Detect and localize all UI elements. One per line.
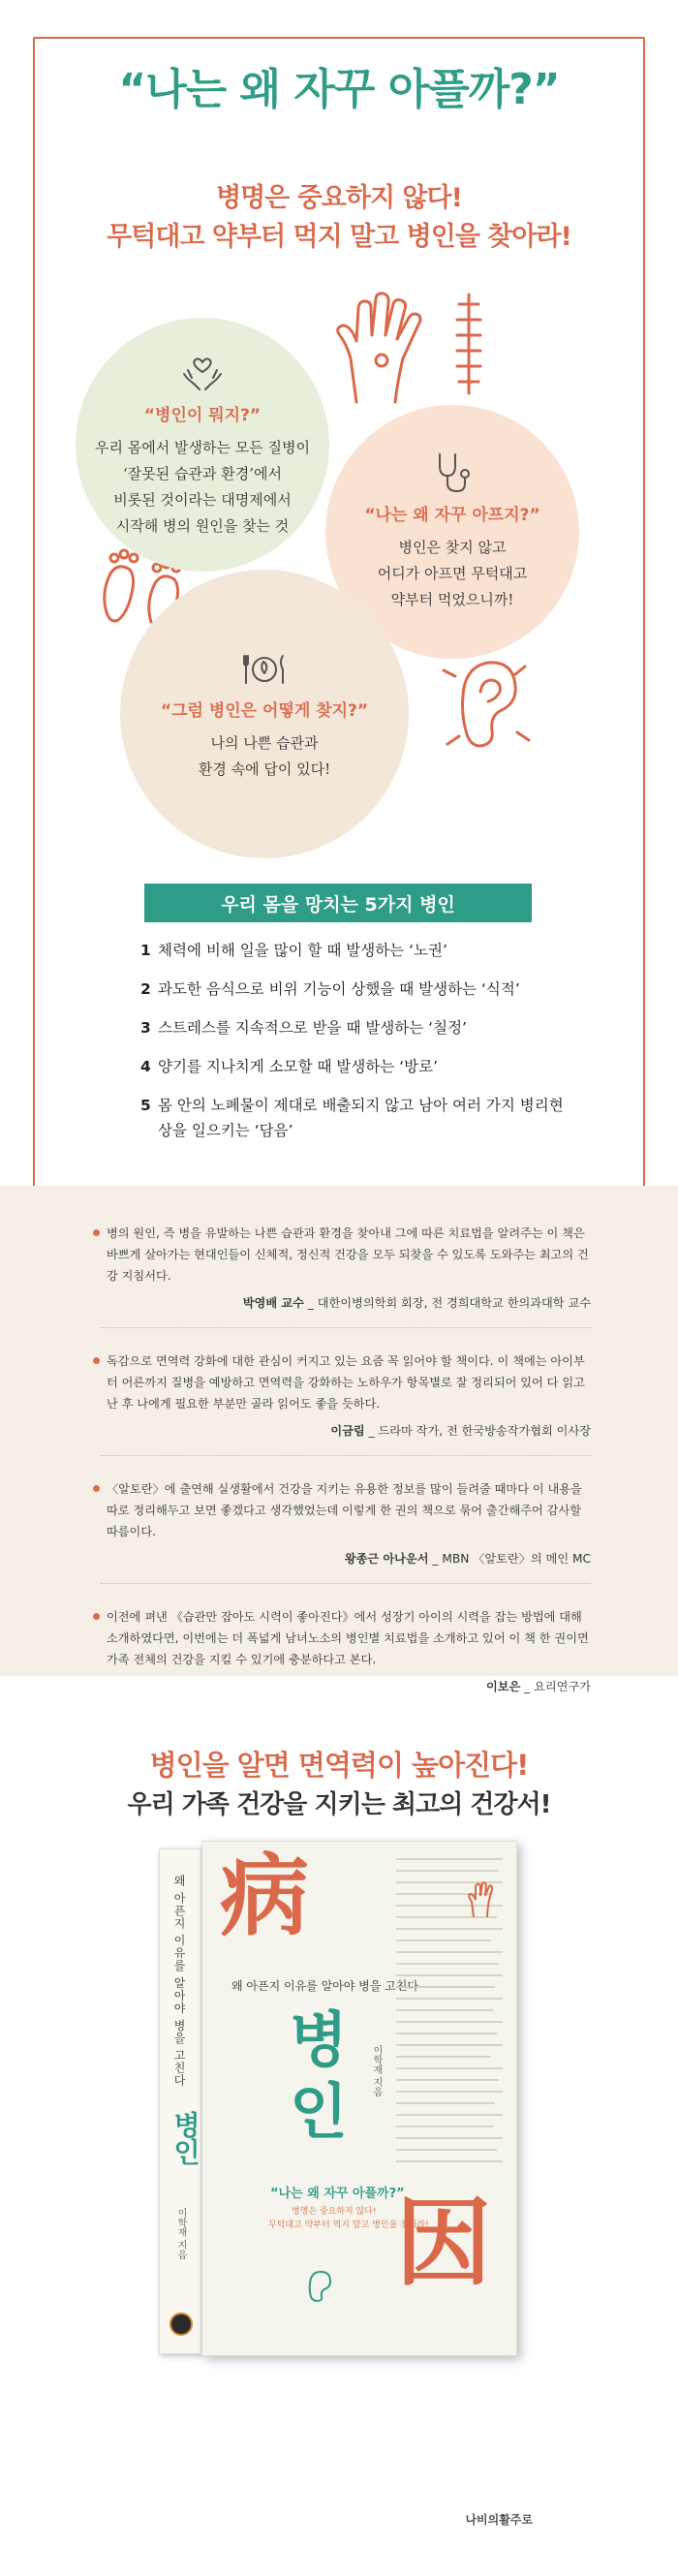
- open-hand-icon: [327, 291, 434, 407]
- cover-quote-sub-1: 병명은 중요하지 않다!: [292, 2207, 377, 2217]
- publisher-logo-icon: [170, 2312, 193, 2336]
- info-circle-what-is-byeongin: [76, 318, 329, 572]
- review-body: 〈알토란〉에 출연해 실생활에서 건강을 지키는 유용한 정보를 많이 들려줄 때마다 이 내용을 따로 정리해두고 보면 좋겠다고 생각했었는데 이렇게 한 권의 책으로 묶어 출간해주어 감사할 따름이다.: [107, 1482, 582, 1538]
- slogan-2: 우리 가족 건강을 지키는 최고의 건강서!: [127, 1790, 551, 1819]
- circle-line: 나의 나쁜 습관과: [210, 733, 319, 752]
- headline: “나는 왜 자꾸 아플까?”: [118, 65, 560, 114]
- circle-line: 환경 속에 답이 있다!: [198, 760, 331, 778]
- spine-icon: [449, 291, 488, 397]
- circle-line: ‘잘못된 습관과 환경’에서: [123, 464, 282, 482]
- subheadline-2: 무턱대고 약부터 먹지 말고 병인을 찾아라!: [107, 222, 571, 252]
- spine-subtitle: 왜 아픈지 이유를 알아야 병을 고친다: [172, 1875, 186, 2088]
- cover-title-2: 인: [290, 2076, 348, 2147]
- reviewer-role: _ MBN 〈알토란〉의 메인 MC: [428, 1552, 591, 1566]
- circle-line: 약부터 먹었으니까!: [390, 591, 514, 608]
- review-signature: [107, 1422, 591, 1439]
- item-number: 4: [140, 1058, 151, 1075]
- review-body: 독감으로 면역력 강화에 대한 관심이 커지고 있는 요즘 꼭 읽어야 할 책이다. 이 책에는 아이부터 어른까지 질병을 예방하고 면역력을 강화하는 노하우가 항목별로 잘 정리되어 있어 다 읽고 난 후 나에게 필요한 부분만 골라 읽어도 좋을 듯하다.: [107, 1354, 585, 1411]
- review-signature: [107, 1550, 591, 1567]
- item-number: 2: [140, 980, 151, 998]
- circle-line: 비롯된 것이라는 대명제에서: [113, 490, 292, 509]
- publisher-name: 나비의활주로: [465, 2513, 533, 2527]
- reviewer-role: _ 대한이병의학회 회장, 전 경희대학교 한의과대학 교수: [303, 1296, 591, 1310]
- review-signature: [107, 1678, 591, 1694]
- circle-line: 병인은 찾지 않고: [398, 539, 507, 556]
- bullet-dot: [93, 1485, 100, 1492]
- ear-icon: [438, 647, 535, 754]
- list-item: [140, 1093, 567, 1143]
- bullet-dot: [93, 1229, 100, 1236]
- review-text: [107, 1478, 591, 1542]
- circle-body: [199, 730, 330, 783]
- review-text: [107, 1350, 591, 1414]
- review-body: 이전에 펴낸 《습관만 잡아도 시력이 좋아진다》에서 성장기 아이의 시력을 잡는 방법에 대해 소개하였다면, 이번에는 더 폭넓게 남녀노소의 병인별 치료법을 소개하고 있어 이 책 한 권이면 가족 전체의 건강을 지킬 수 있기에 충분하다고 본다.: [107, 1610, 589, 1666]
- circle-title: “나는 왜 자꾸 아프지?”: [364, 506, 540, 525]
- spine-author: 이학재 지음: [175, 2208, 186, 2260]
- causes-list: [140, 938, 567, 1157]
- review-signature: [107, 1294, 591, 1311]
- circle-title: “그럼 병인은 어떻게 찾지?”: [160, 700, 369, 721]
- item-text: 체력에 비해 일을 많이 할 때 발생하는 ‘노권’: [158, 942, 447, 959]
- hands-icon: [180, 351, 225, 395]
- reviewer-name: 이보은: [485, 1680, 521, 1693]
- circle-body: [378, 535, 527, 613]
- bullet-dot: [93, 1357, 100, 1364]
- cover-hanja-2: 因: [396, 2188, 492, 2299]
- list-item: [140, 938, 567, 963]
- cover-title-1: 병: [290, 2004, 348, 2075]
- review-text: [107, 1606, 591, 1670]
- item-text: 몸 안의 노폐물이 제대로 배출되지 않고 남아 여러 가지 병리현상을 일으키는 ‘담음’: [158, 1097, 564, 1139]
- circle-line: 어디가 아프면 무턱대고: [377, 565, 528, 582]
- divider: [101, 1455, 591, 1456]
- list-item: [140, 1054, 567, 1079]
- cover-quote: “나는 왜 자꾸 아플까?”: [270, 2187, 405, 2201]
- cover-hanja-1: 病: [220, 1844, 310, 1948]
- cover-quote-sub-2: 무턱대고 약부터 먹지 말고 병인을 찾아라!: [268, 2220, 429, 2230]
- spine-title: 병인: [170, 2111, 201, 2165]
- info-circle-how-to-find: [120, 570, 409, 858]
- reviewer-name: 이금림: [330, 1424, 365, 1438]
- circle-title: “병인이 뭐지?”: [143, 405, 262, 425]
- bullet-dot: [93, 1613, 100, 1620]
- item-text: 과도한 음식으로 비위 기능이 상했을 때 발생하는 ‘식적’: [158, 980, 520, 998]
- review-body: 병의 원인, 즉 병을 유발하는 나쁜 습관과 환경을 찾아내 그에 따른 치료법을 알려주는 이 책은 바쁘게 살아가는 현대인들이 신체적, 정신적 건강을 모두 되찾을 수 있도록 도와주는 최고의 건강 지침서다.: [107, 1226, 589, 1283]
- circle-line: 시작해 병의 원인을 찾는 것: [115, 516, 290, 535]
- reviewer-role: _ 드라마 작가, 전 한국방송작가협회 이사장: [364, 1424, 591, 1438]
- divider: [101, 1327, 591, 1328]
- circle-line: 우리 몸에서 발생하는 모든 질병이: [95, 438, 310, 456]
- item-text: 스트레스를 지속적으로 받을 때 발생하는 ‘칠정’: [158, 1019, 467, 1037]
- cover-ear-icon: [303, 2268, 334, 2303]
- book-cover-image: [159, 1841, 519, 2359]
- item-number: 3: [140, 1019, 151, 1037]
- book-front: [201, 1841, 517, 2356]
- list-item: [140, 1015, 567, 1040]
- reviewer-role: _ 요리연구가: [520, 1680, 591, 1693]
- slogan-1: 병인을 알면 면역력이 높아진다!: [149, 1749, 529, 1782]
- review-4: [107, 1606, 591, 1694]
- causes-title: 우리 몸을 망치는 5가지 병인: [144, 884, 532, 922]
- reviewer-name: 왕종근 아나운서: [344, 1552, 429, 1566]
- book-spine: [159, 1848, 201, 2354]
- stethoscope-icon: [430, 450, 475, 495]
- reviewer-name: 박영배 교수: [242, 1296, 304, 1310]
- review-text: [107, 1223, 591, 1287]
- review-3: [107, 1478, 591, 1567]
- cover-author: 이학재 지음: [371, 2045, 382, 2097]
- divider: [101, 1583, 591, 1584]
- cover-hand-icon: [464, 1880, 499, 1919]
- review-1: [107, 1223, 591, 1311]
- circle-body: [95, 435, 310, 540]
- cover-subtitle: 왜 아픈지 이유를 알아야 병을 고친다: [231, 1979, 418, 1993]
- review-2: [107, 1350, 591, 1439]
- list-item: [140, 977, 567, 1002]
- plate-icon: [242, 646, 287, 691]
- subheadline-1: 병명은 중요하지 않다!: [216, 183, 462, 213]
- item-text: 양기를 지나치게 소모할 때 발생하는 ‘방로’: [158, 1058, 439, 1075]
- item-number: 5: [140, 1097, 151, 1114]
- item-number: 1: [140, 942, 151, 959]
